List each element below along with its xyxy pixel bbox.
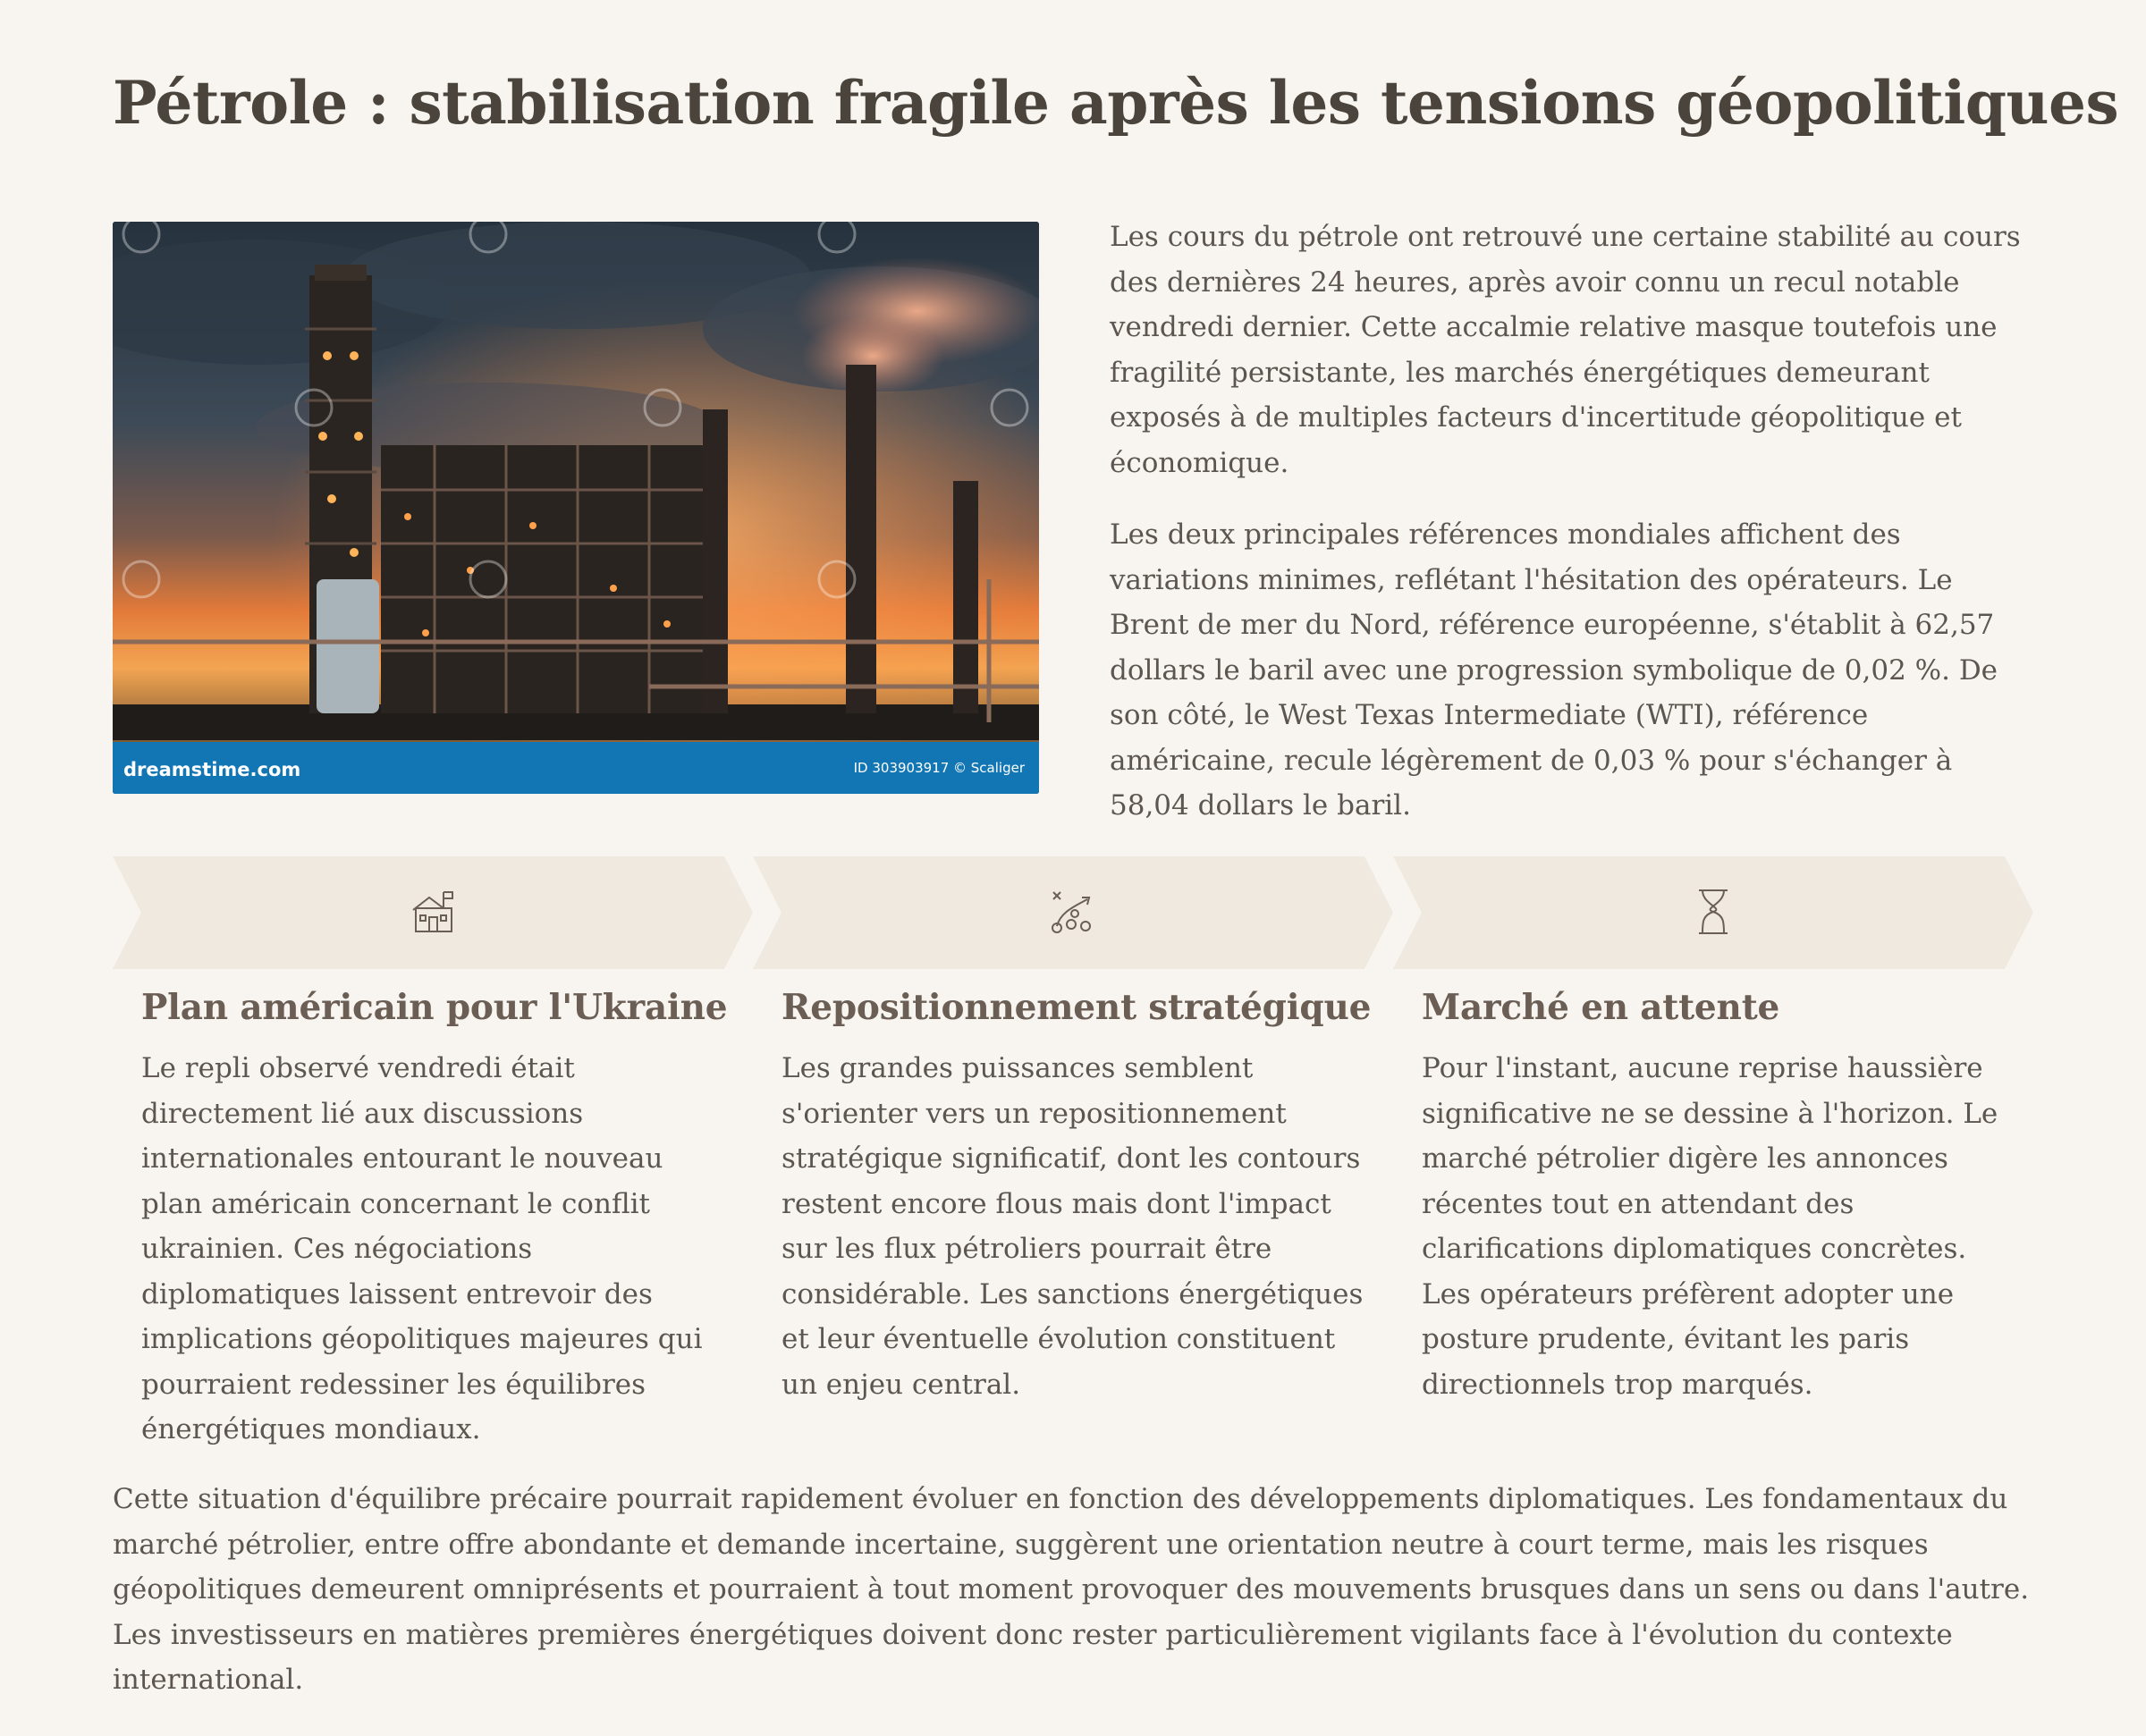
watermark-brand: dreamstime.com (123, 759, 301, 780)
column-market-waiting (1422, 987, 2012, 1407)
intro-paragraph: Les deux principales références mondiales affichent des variations minimes, reflétant l'hésitation des opérateurs. Le Brent de mer du Nord, référence européenne, s'établit à 62,57 dollars le baril avec une progression symbolique de 0,02 %. De son côté, le West Texas Intermediate (WTI), référence américaine, recule légèrement de 0,03 % pour s'échanger à 58,04 dollars le baril. (1110, 518, 1998, 822)
intro-paragraph: Les cours du pétrole ont retrouvé une certaine stabilité au cours des dernières 24 heures, après avoir connu un recul notable vendredi dernier. Cette accalmie relative masque toutefois une fragilité persistante, les marchés énergétiques demeurant exposés à de multiples facteurs d'incertitude géopolitique et économique. (1110, 221, 2021, 479)
column-heading: Plan américain pour l'Ukraine (141, 987, 728, 1028)
strategy-play-icon (1048, 887, 1098, 940)
house-flag-icon (408, 887, 458, 940)
column-text: Pour l'instant, aucune reprise haussière significative ne se dessine à l'horizon. Le marché pétrolier digère les annonces récentes tout en attendant des clarifications diplomatiques concrètes. Les opérateurs préfèrent adopter une posture prudente, évitant les paris directionnels trop marqués. (1422, 1052, 1998, 1401)
refinery-photo (113, 222, 1039, 794)
watermark-id: ID 303903917 © Scaliger (853, 760, 1025, 776)
column-text: Le repli observé vendredi était directement lié aux discussions internationales entourant le nouveau plan américain concernant le conflit ukrainien. Ces négociations diplomatiques laissent entrevoir des implications géopolitiques majeures qui pourraient redessiner les équilibres énergétiques mondiaux. (141, 1052, 703, 1445)
column-text: Les grandes puissances semblent s'orienter vers un repositionnement stratégique significatif, dont les contours restent encore flous mais dont l'impact sur les flux pétroliers pourrait être considérable. Les sanctions énergétiques et leur éventuelle évolution constituent un enjeu central. (782, 1052, 1364, 1401)
article-title: Pétrole : stabilisation fragile après les tensions géopolitiques (113, 68, 2119, 138)
hourglass-icon (1688, 887, 1738, 940)
conclusion-paragraph: Cette situation d'équilibre précaire pourrait rapidement évoluer en fonction des développements diplomatiques. Les fondamentaux du marché pétrolier, entre offre abondante et demande incertaine, suggèrent une orientation neutre à court terme, mais les risques géopolitiques demeurent omniprésents et pourraient à tout moment provoquer des mouvements brusques dans un sens ou dans l'autre. Les investisseurs en matières premières énergétiques doivent donc rester particulièrement vigilants face à l'évolution du contexte international. (113, 1483, 2030, 1696)
column-ukraine-plan (141, 987, 731, 1453)
column-heading: Marché en attente (1422, 987, 1780, 1028)
intro-text (1110, 215, 2040, 855)
column-repositioning (782, 987, 1372, 1407)
column-heading: Repositionnement stratégique (782, 987, 1372, 1028)
